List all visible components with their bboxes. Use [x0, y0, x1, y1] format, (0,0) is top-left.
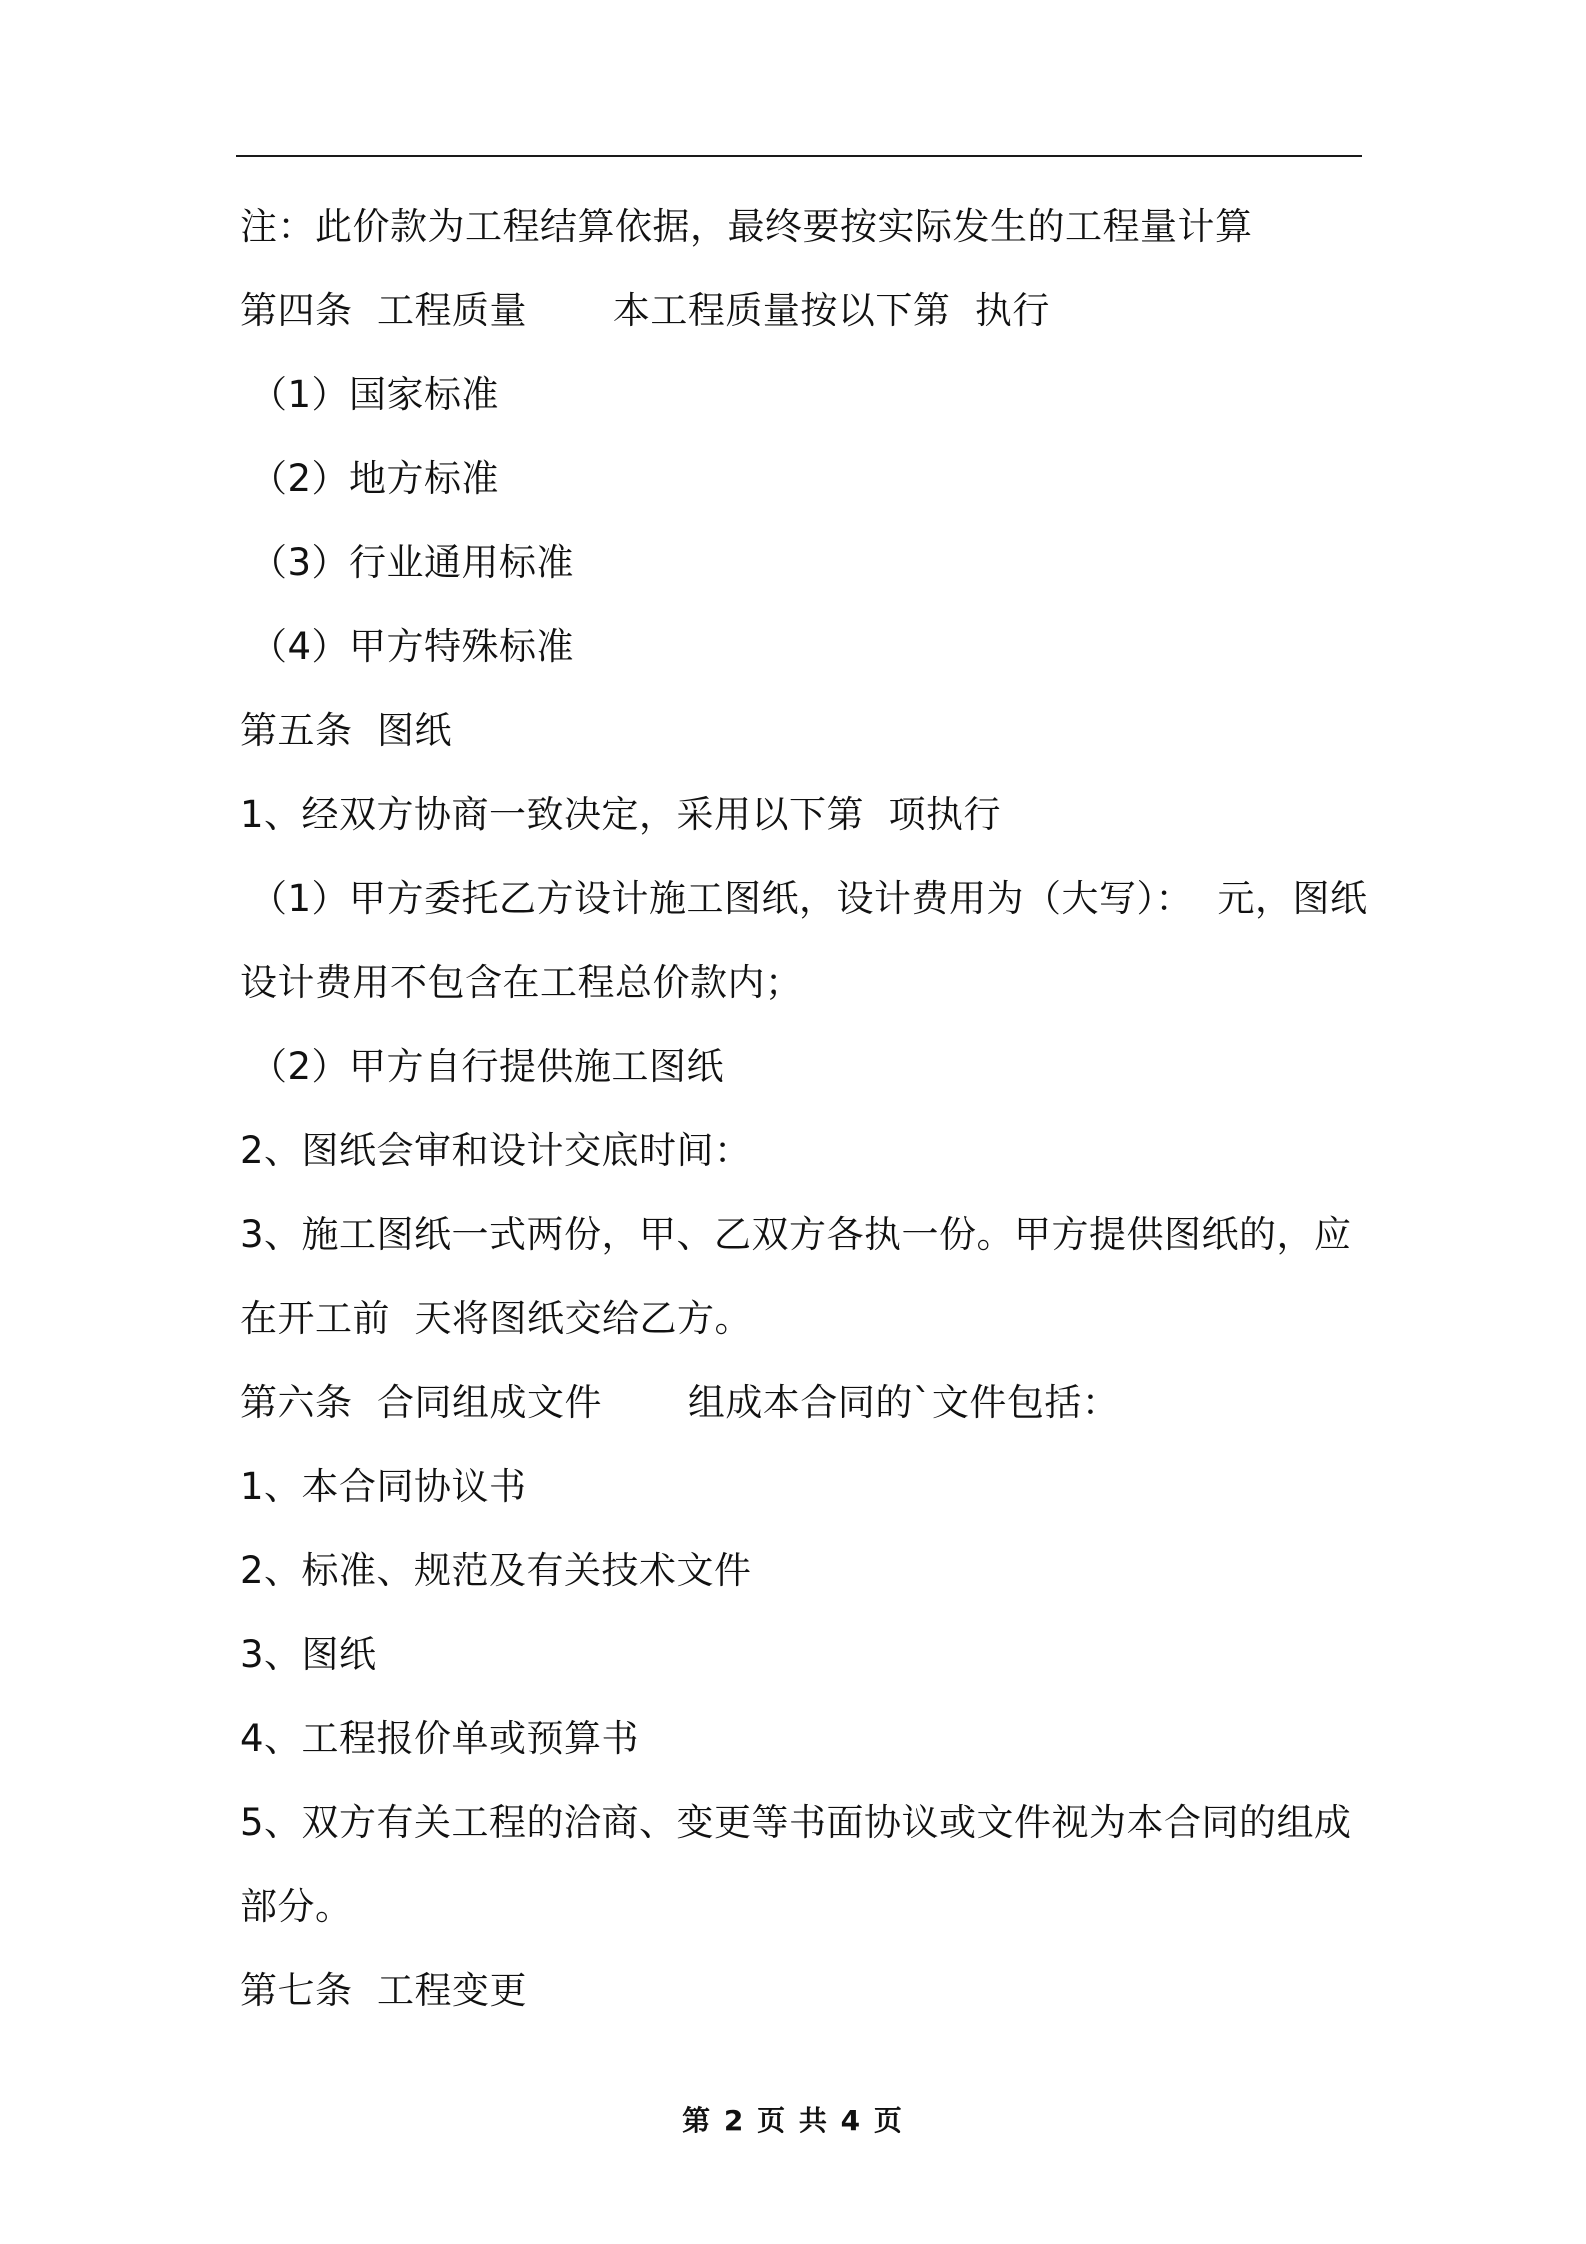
quality-option-4: （4）甲方特殊标准	[250, 625, 575, 668]
article-5-heading: 第五条 图纸	[240, 709, 453, 752]
article-6-heading: 第六条 合同组成文件 组成本合同的`文件包括：	[240, 1381, 1120, 1424]
contract-doc-4: 4、工程报价单或预算书	[240, 1717, 640, 1760]
note-line: 注：此价款为工程结算依据，最终要按实际发生的工程量计算	[240, 205, 1253, 248]
contract-doc-3: 3、图纸	[240, 1633, 377, 1676]
contract-doc-1: 1、本合同协议书	[240, 1465, 527, 1508]
contract-doc-5: 5、双方有关工程的洽商、变更等书面协议或文件视为本合同的组成	[240, 1801, 1352, 1844]
drawings-option-1: （1）甲方委托乙方设计施工图纸，设计费用为（大写）： 元，图纸	[250, 877, 1368, 920]
drawings-option-2: （2）甲方自行提供施工图纸	[250, 1045, 725, 1088]
drawings-item-3: 3、施工图纸一式两份，甲、乙双方各执一份。甲方提供图纸的，应	[240, 1213, 1352, 1256]
quality-option-1: （1）国家标准	[250, 373, 500, 416]
article-7-heading: 第七条 工程变更	[240, 1969, 528, 2012]
page-footer	[0, 2099, 1586, 2139]
contract-doc-5-cont: 部分。	[240, 1885, 353, 1928]
drawings-item-2: 2、图纸会审和设计交底时间：	[240, 1129, 752, 1172]
header-rule	[236, 155, 1362, 157]
page-number-label: 第 2 页 共 4 页	[682, 2104, 904, 2137]
article-4-heading: 第四条 工程质量 本工程质量按以下第 执行	[240, 289, 1050, 332]
contract-doc-2: 2、标准、规范及有关技术文件	[240, 1549, 752, 1592]
drawings-option-1-cont: 设计费用不包含在工程总价款内；	[240, 961, 803, 1004]
quality-option-3: （3）行业通用标准	[250, 541, 575, 584]
drawings-item-3-cont: 在开工前 天将图纸交给乙方。	[240, 1297, 753, 1340]
quality-option-2: （2）地方标准	[250, 457, 500, 500]
drawings-item-1: 1、经双方协商一致决定，采用以下第 项执行	[240, 793, 1002, 836]
